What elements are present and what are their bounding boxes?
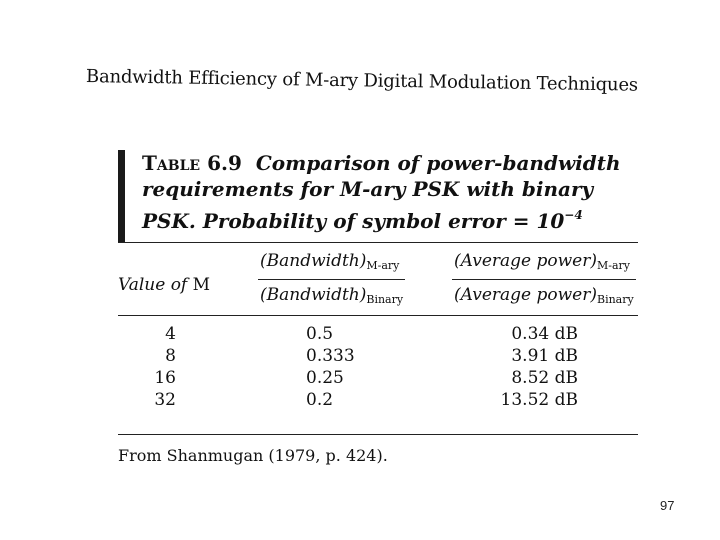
power-denominator	[452, 283, 636, 306]
table-header	[118, 243, 638, 315]
cell-m: 32	[154, 390, 176, 410]
page-heading: Bandwidth Efficiency of M-ary Digital Modulation Techniques	[85, 66, 639, 96]
caption-text-1: Comparison of power-bandwidth	[255, 151, 621, 175]
pw-num-sub: M-ary	[596, 259, 630, 272]
cell-m: 8	[165, 346, 176, 366]
cell-bandwidth: 0.5	[306, 324, 334, 344]
bw-den-sub: Binary	[366, 293, 404, 306]
table-bottom-rule	[118, 434, 638, 435]
bandwidth-fraction-rule	[258, 279, 405, 280]
bw-den-text: (Bandwidth)	[260, 285, 367, 305]
pw-den-sub: Binary	[596, 293, 634, 306]
table-6-9	[118, 150, 638, 435]
caption-bar	[118, 150, 125, 242]
table-row	[118, 324, 638, 346]
cell-bandwidth: 0.2	[306, 390, 334, 410]
cell-bandwidth: 0.25	[306, 368, 344, 388]
caption-line-2: requirements for M-ary PSK with binary	[142, 177, 594, 201]
cell-power: 13.52 dB	[500, 390, 578, 410]
table-body	[118, 316, 638, 434]
cell-power: 8.52 dB	[511, 368, 578, 388]
table-row	[118, 390, 638, 412]
cell-m: 4	[165, 324, 176, 344]
pw-den-text: (Average power)	[454, 285, 597, 305]
table-row	[118, 368, 638, 390]
page-number: 97	[660, 498, 675, 513]
table-caption	[118, 150, 638, 243]
cell-m: 16	[154, 368, 176, 388]
table-number: 6.9	[207, 151, 242, 175]
power-fraction-rule	[452, 279, 636, 280]
bw-num-text: (Bandwidth)	[260, 251, 367, 271]
column-header-m	[118, 275, 210, 295]
bandwidth-numerator	[258, 251, 405, 276]
bandwidth-denominator	[258, 283, 405, 306]
cell-power: 3.91 dB	[511, 346, 578, 366]
pw-num-text: (Average power)	[454, 251, 597, 271]
column-header-bandwidth	[258, 251, 405, 306]
caption-line-3	[142, 202, 638, 234]
table-row	[118, 346, 638, 368]
table-label	[142, 151, 242, 175]
caption-exponent: −4	[564, 208, 583, 222]
table-label-text: Table	[142, 151, 201, 175]
cell-bandwidth: 0.333	[306, 346, 355, 366]
cell-power: 0.34 dB	[511, 324, 578, 344]
source-note: From Shanmugan (1979, p. 424).	[118, 446, 388, 465]
column-header-m-var: M	[192, 275, 211, 295]
power-numerator	[452, 251, 636, 276]
caption-text-3: PSK. Probability of symbol error = 10	[142, 209, 565, 233]
caption-line-1	[142, 150, 638, 176]
column-header-m-prefix: Value of	[118, 275, 188, 295]
column-header-power	[452, 251, 636, 306]
bw-num-sub: M-ary	[366, 259, 400, 272]
